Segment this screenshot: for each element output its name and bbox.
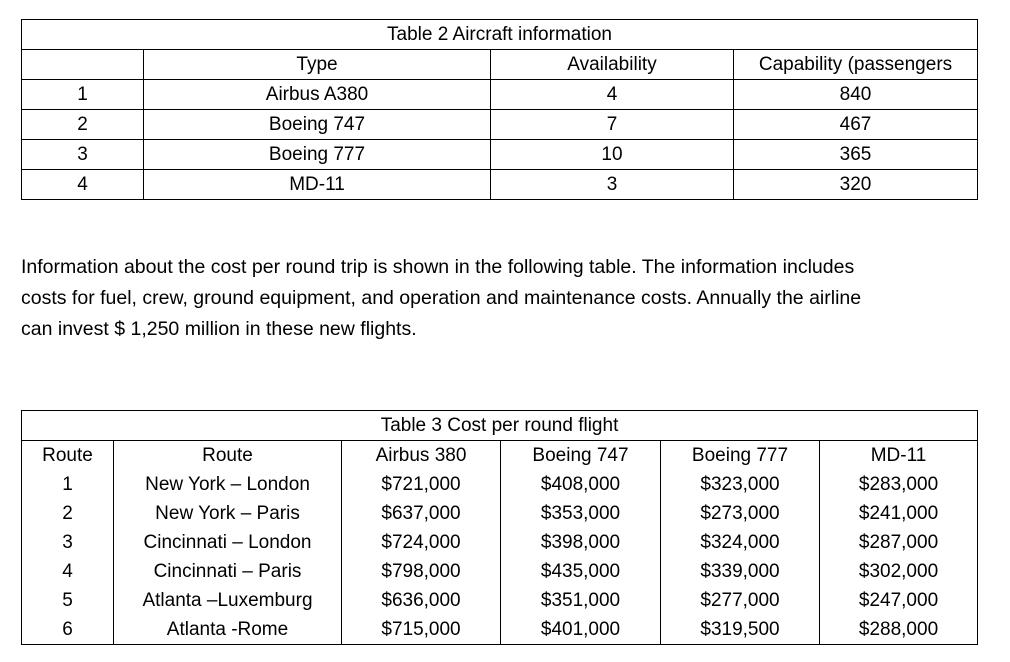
table-row: [22, 140, 978, 170]
table-cell: $353,000: [501, 499, 661, 528]
cost-description-paragraph: [21, 252, 986, 345]
table-cell: 5: [22, 586, 114, 615]
table-cell: $715,000: [342, 615, 501, 645]
paragraph-line: can invest $ 1,250 million in these new flights.: [21, 318, 417, 340]
table-cell: $277,000: [661, 586, 820, 615]
table-cell: $435,000: [501, 557, 661, 586]
table-cell: 467: [734, 110, 978, 140]
header-cell: Type: [144, 50, 491, 80]
table-cell: $721,000: [342, 470, 501, 499]
table-cell: Boeing 747: [144, 110, 491, 140]
header-cell: Route: [22, 441, 114, 471]
table-cell: 4: [491, 80, 734, 110]
header-cell: Boeing 777: [661, 441, 820, 471]
table-cell: $323,000: [661, 470, 820, 499]
table-cell: $636,000: [342, 586, 501, 615]
table-cell: $288,000: [820, 615, 978, 645]
table-row: [22, 528, 978, 557]
header-cell: Capability (passengers: [734, 50, 978, 80]
table-cell: Airbus A380: [144, 80, 491, 110]
table-title: Table 2 Aircraft information: [22, 20, 978, 50]
table-cell: $283,000: [820, 470, 978, 499]
table-cell: $408,000: [501, 470, 661, 499]
table-row: [22, 615, 978, 645]
table-row: [22, 557, 978, 586]
header-cell: Route: [114, 441, 342, 471]
table-cell: 7: [491, 110, 734, 140]
table-cell: 1: [22, 80, 144, 110]
table-header-row: [22, 50, 978, 80]
table-cell: $273,000: [661, 499, 820, 528]
table-cell: New York – London: [114, 470, 342, 499]
table-row: [22, 110, 978, 140]
paragraph-line: costs for fuel, crew, ground equipment, and operation and maintenance costs. Annually the airline: [21, 287, 862, 309]
table-cell: $798,000: [342, 557, 501, 586]
table-row: [22, 170, 978, 200]
table-cell: Boeing 777: [144, 140, 491, 170]
table-cell: Atlanta –Luxemburg: [114, 586, 342, 615]
table-row: [22, 586, 978, 615]
table-cell: 6: [22, 615, 114, 645]
table-cell: Cincinnati – Paris: [114, 557, 342, 586]
table-cell: New York – Paris: [114, 499, 342, 528]
header-cell: Airbus 380: [342, 441, 501, 471]
table-cell: 840: [734, 80, 978, 110]
table-cell: $324,000: [661, 528, 820, 557]
table-title-row: [22, 411, 978, 441]
table-cell: Atlanta -Rome: [114, 615, 342, 645]
table-cell: $241,000: [820, 499, 978, 528]
cost-per-round-flight-table: [21, 410, 978, 645]
table-row: [22, 80, 978, 110]
table-cell: Cincinnati – London: [114, 528, 342, 557]
table-cell: $637,000: [342, 499, 501, 528]
table-row: [22, 499, 978, 528]
table-cell: $351,000: [501, 586, 661, 615]
table-cell: $302,000: [820, 557, 978, 586]
table-cell: 2: [22, 110, 144, 140]
table-cell: $724,000: [342, 528, 501, 557]
table-cell: $319,500: [661, 615, 820, 645]
header-cell: [22, 50, 144, 80]
table-cell: $401,000: [501, 615, 661, 645]
table-cell: 3: [22, 528, 114, 557]
table-cell: 4: [22, 170, 144, 200]
table-cell: 3: [22, 140, 144, 170]
table-cell: 1: [22, 470, 114, 499]
table-title: Table 3 Cost per round flight: [22, 411, 978, 441]
table-cell: 4: [22, 557, 114, 586]
table-header-row: [22, 441, 978, 471]
table-cell: $247,000: [820, 586, 978, 615]
header-cell: MD-11: [820, 441, 978, 471]
table-title-row: [22, 20, 978, 50]
header-cell: Boeing 747: [501, 441, 661, 471]
table-row: [22, 470, 978, 499]
aircraft-information-table: [21, 19, 978, 200]
table-cell: 10: [491, 140, 734, 170]
table-cell: 320: [734, 170, 978, 200]
header-cell: Availability: [491, 50, 734, 80]
paragraph-line: Information about the cost per round trip is shown in the following table. The information includes: [21, 256, 855, 278]
table-cell: $287,000: [820, 528, 978, 557]
table-cell: 3: [491, 170, 734, 200]
table-cell: $398,000: [501, 528, 661, 557]
table-cell: $339,000: [661, 557, 820, 586]
table-cell: 2: [22, 499, 114, 528]
table-cell: MD-11: [144, 170, 491, 200]
table-cell: 365: [734, 140, 978, 170]
